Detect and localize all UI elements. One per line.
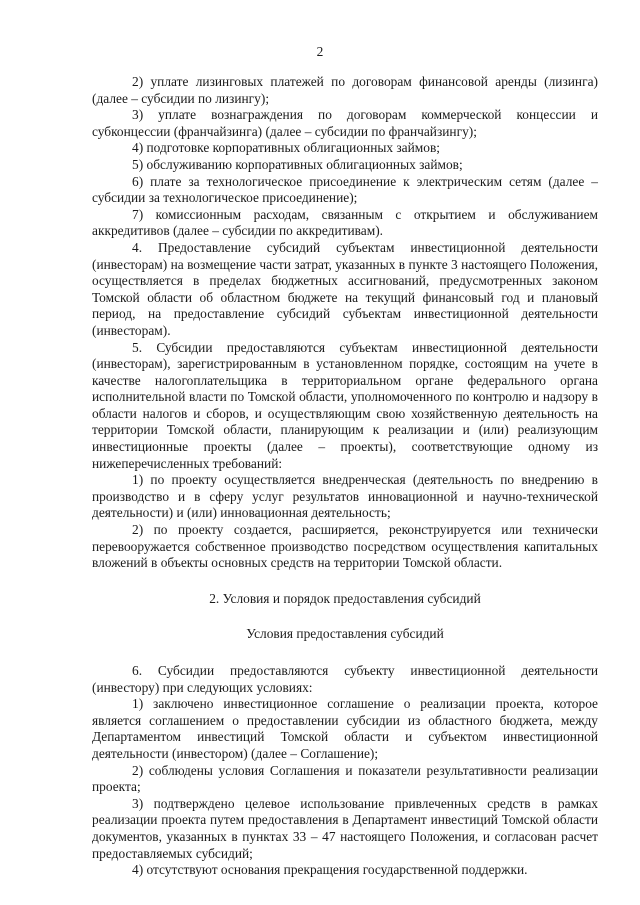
- paragraph: 2) соблюдены условия Соглашения и показатели результативности реализации проекта;: [92, 762, 598, 795]
- paragraph: 2) уплате лизинговых платежей по договорам финансовой аренды (лизинга) (далее – субсидии по лизингу);: [92, 74, 598, 106]
- paragraph: 4. Предоставление субсидий субъектам инвестиционной деятельности (инвесторам) на возмещение части затрат, указанных в пункте 3 настоящего Положения, осуществляется в пределах бюджетных ассигнований, предусмотренных законом Томской области об областном бюджете на текущий финансовый год и плановый период, на предоставление субсидий субъектам инвестиционной деятельности (инвесторам).: [92, 239, 598, 338]
- paragraph: 5) обслуживанию корпоративных облигационных займов;: [132, 156, 463, 172]
- section-title: 2. Условия и порядок предоставления субсидий: [209, 590, 481, 606]
- paragraph: 1) заключено инвестиционное соглашение о реализации проекта, которое является соглашением о предоставлении субсидии из областного бюджета, между Департаментом инвестиций Томской области и субъектом инвестиционной деятельности (инвестором) (далее – Соглашение);: [92, 696, 598, 761]
- document-body: [92, 74, 598, 879]
- page-number: 2: [316, 44, 324, 59]
- paragraph: 3) подтверждено целевое использование привлеченных средств в рамках реализации проекта путем предоставления в Департамент инвестиций Томской области документов, указанных в пунктах 33 – 47 настоящего Положения, и согласован расчет предоставляемых субсидий;: [92, 795, 598, 861]
- paragraph: 2) по проекту создается, расширяется, реконструируется или технически перевооружается собственное производство посредством осуществления капитальных вложений в объекты основных средств на территории Томской области.: [92, 522, 598, 571]
- paragraph: 4) отсутствуют основания прекращения государственной поддержки.: [132, 862, 528, 878]
- paragraph: 6) плате за технологическое присоединение к электрическим сетям (далее – субсидии за технологическое присоединение);: [92, 173, 598, 206]
- paragraph: 3) уплате вознаграждения по договорам коммерческой концессии и субконцессии (франчайзинга) (далее – субсидии по франчайзингу);: [92, 107, 598, 139]
- paragraph: 6. Субсидии предоставляются субъекту инвестиционной деятельности (инвестору) при следующих условиях:: [92, 663, 598, 695]
- paragraph: 4) подготовке корпоративных облигационных займов;: [132, 140, 441, 156]
- paragraph: 1) по проекту осуществляется внедренческая (деятельность по внедрению в производство и в сферу услуг результатов инновационной и научно-технической деятельности) и (или) инновационная деятельность;: [92, 472, 598, 521]
- paragraph: 5. Субсидии предоставляются субъектам инвестиционной деятельности (инвесторам), зарегистрированным в установленном порядке, состоящим на учете в качестве налогоплательщика в территориальном органе федерального органа исполнительной власти по Томской области, уполномоченного по контролю и надзору в области налогов и сборов, и осуществляющим свою хозяйственную деятельность на территории Томской области, планирующим к реализации и (или) реализующим инвестиционные проекты (далее – проекты), соответствующие одному из нижеперечисленных требований:: [92, 339, 598, 471]
- subsection-title: Условия предоставления субсидий: [246, 626, 444, 642]
- paragraph: 7) комиссионным расходам, связанным с открытием и обслуживанием аккредитивов (далее – субсидии по аккредитивам).: [92, 206, 598, 239]
